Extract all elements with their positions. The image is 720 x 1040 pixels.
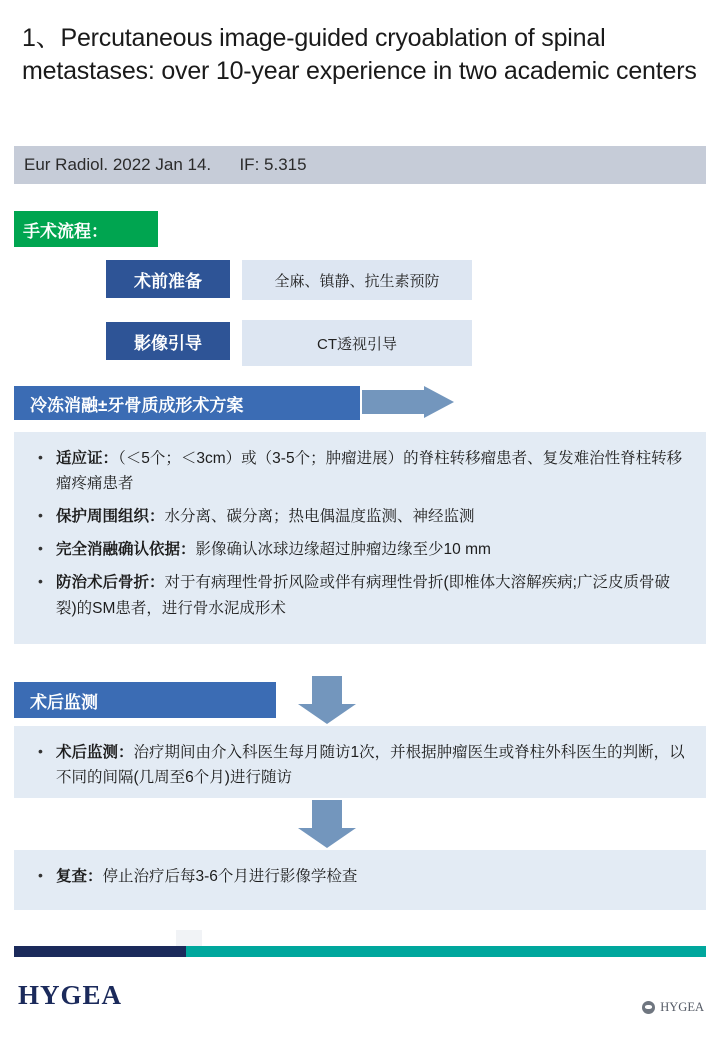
bullet-body: （＜5个；＜3cm）或（3-5个；肿瘤进展）的脊柱转移瘤患者、复发难治性脊柱转移瘤疼痛患者: [56, 450, 683, 493]
bullet-icon: •: [38, 540, 43, 557]
panel-followup-review: [14, 850, 706, 910]
bullet-body: 水分离、碳分离；热电偶温度监测、神经监测: [164, 508, 475, 526]
bullet-body: 治疗期间由介入科医生每月随访1次，并根据肿瘤医生或脊柱外科医生的判断，以不同的间隔(几周至6个月)进行随访: [56, 744, 685, 787]
bullet-content: [56, 446, 690, 496]
panel-postoperative-monitoring: [14, 726, 706, 798]
wechat-icon: [642, 1001, 655, 1014]
bullet-label: 保护周围组织：: [56, 508, 165, 526]
label-preoperative-preparation: 术前准备: [106, 260, 230, 298]
bullet-body: 停止治疗后每3-6个月进行影像学检查: [102, 868, 358, 885]
bullet-label: 适应证：: [56, 450, 119, 467]
bullet-content: [56, 537, 690, 562]
list-item: [30, 446, 690, 496]
bullet-body: 影像确认冰球边缘超过肿瘤边缘至少10 mm: [195, 541, 491, 559]
list-item: [30, 504, 690, 529]
footer-divider: [14, 946, 706, 957]
section-header-procedure-flow: 手术流程：: [14, 211, 158, 247]
brand-logo: HYGEA: [18, 980, 123, 1010]
bullet-label: 术后监测：: [56, 744, 134, 761]
bullet-content: [56, 570, 690, 620]
wechat-account: [642, 1000, 704, 1015]
label-imaging-guidance: 影像引导: [106, 322, 230, 360]
journal-citation-text: Eur Radiol. 2022 Jan 14. IF: 5.315: [24, 155, 307, 174]
header-cryoablation-plan: 冷冻消融±牙骨质成形术方案: [14, 386, 360, 420]
down-arrow-icon: [298, 676, 356, 729]
bullet-content: [56, 740, 690, 790]
list-item: [30, 537, 690, 562]
list-item: [30, 570, 690, 620]
bullet-body: 对于有病理性骨折风险或伴有病理性骨折(即椎体大溶解疾病;广泛皮质骨破裂)的SM患者，进行骨水泥成形术: [56, 574, 670, 617]
bullet-icon: •: [38, 743, 43, 759]
down-arrow-icon: [362, 386, 454, 431]
header-postoperative-monitoring: 术后监测: [14, 682, 276, 718]
panel-cryoablation-plan: [14, 432, 706, 644]
bullet-icon: •: [38, 507, 43, 524]
bullet-content: [56, 864, 690, 889]
footer-divider-teal: [186, 946, 706, 957]
wechat-label: HYGEA: [660, 1000, 704, 1014]
list-item: [30, 740, 690, 790]
value-preoperative-preparation: 全麻、镇静、抗生素预防: [242, 260, 472, 300]
journal-citation-bar: [14, 146, 706, 184]
bullet-icon: •: [38, 449, 43, 465]
value-imaging-guidance: CT透视引导: [242, 320, 472, 366]
list-item: [30, 864, 690, 889]
bullet-label: 防治术后骨折：: [56, 574, 165, 592]
bullet-label: 复查：: [56, 868, 103, 885]
bullet-label: 完全消融确认依据：: [56, 541, 196, 559]
down-arrow-icon: [298, 800, 356, 853]
bullet-content: [56, 504, 690, 529]
bullet-icon: •: [38, 867, 43, 883]
page-title: 1、Percutaneous image-guided cryoablation of spinal metastases: over 10-year experience in two academic centers: [22, 24, 697, 85]
bullet-icon: •: [38, 573, 43, 590]
footer-divider-navy: [14, 946, 186, 957]
